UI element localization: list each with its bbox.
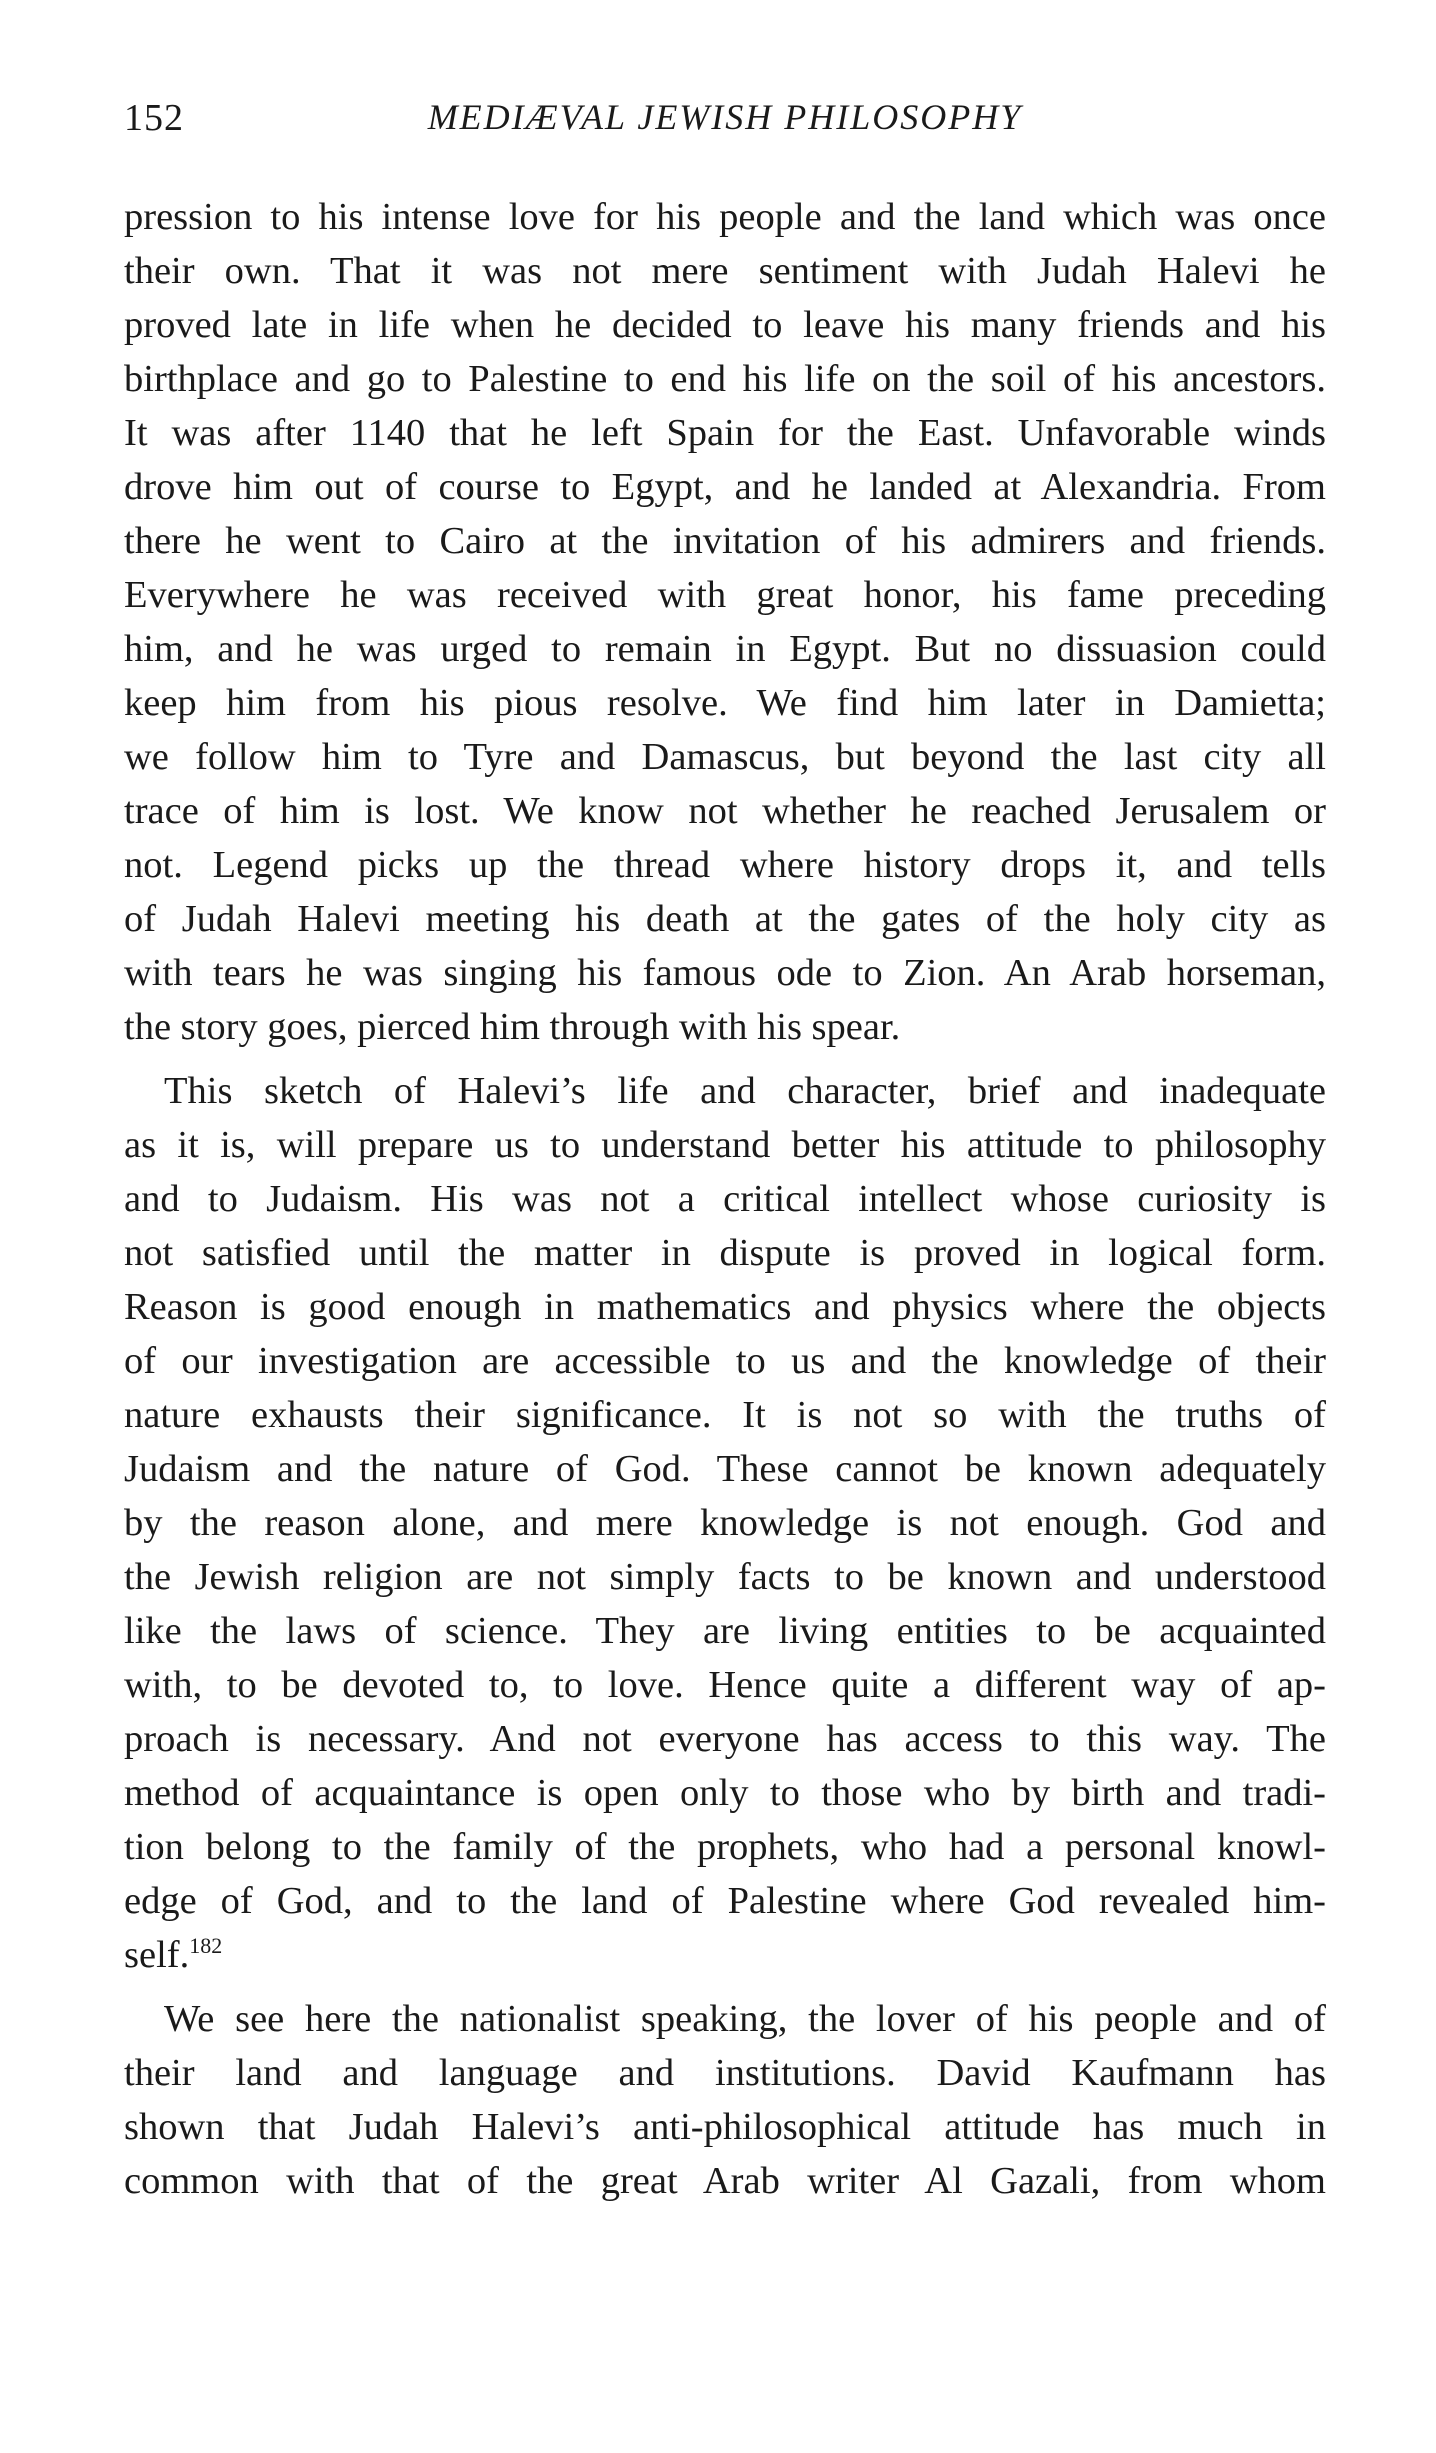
text-line: with, to be devoted to, to love. Hence quite a different way of ap- bbox=[124, 1664, 1326, 1706]
text-line: we follow him to Tyre and Damascus, but beyond the last city all bbox=[124, 736, 1326, 778]
text-line: trace of him is lost. We know not whether he reached Jerusalem or bbox=[124, 790, 1326, 832]
text-line: Reason is good enough in mathematics and physics where the objects bbox=[124, 1286, 1326, 1328]
text-line: not satisfied until the matter in dispute is proved in logical form. bbox=[124, 1232, 1326, 1274]
text-line: their land and language and institutions. David Kaufmann has bbox=[124, 2052, 1326, 2094]
text-line: birthplace and go to Palestine to end his life on the soil of his ancestors. bbox=[124, 358, 1326, 400]
text-line: Judaism and the nature of God. These cannot be known adequately bbox=[124, 1448, 1326, 1490]
text-line: Everywhere he was received with great honor, his fame preceding bbox=[124, 574, 1326, 616]
page-number: 152 bbox=[124, 97, 184, 139]
body-text bbox=[124, 190, 1326, 2208]
text-line: with tears he was singing his famous ode to Zion. An Arab horseman, bbox=[124, 952, 1326, 994]
text-line: pression to his intense love for his people and the land which was once bbox=[124, 196, 1326, 238]
paragraph-2 bbox=[124, 1064, 1326, 1982]
text-line: It was after 1140 that he left Spain for the East. Unfavorable winds bbox=[124, 412, 1326, 454]
text-line-fragment: self. bbox=[124, 1934, 190, 1976]
text-line: like the laws of science. They are living entities to be acquainted bbox=[124, 1610, 1326, 1652]
paragraph-1 bbox=[124, 190, 1326, 1054]
text-line: there he went to Cairo at the invitation of his admirers and friends. bbox=[124, 520, 1326, 562]
text-line: the story goes, pierced him through with his spear. bbox=[124, 1006, 901, 1048]
text-line: drove him out of course to Egypt, and he landed at Alexandria. From bbox=[124, 466, 1326, 508]
footnote-reference: 182 bbox=[189, 1933, 223, 1958]
text-line: and to Judaism. His was not a critical intellect whose curiosity is bbox=[124, 1178, 1326, 1220]
text-line: tion belong to the family of the prophets, who had a personal knowl- bbox=[124, 1826, 1326, 1868]
text-line: We see here the nationalist speaking, the lover of his people and of bbox=[164, 1998, 1326, 2040]
text-line: common with that of the great Arab writer Al Gazali, from whom bbox=[124, 2160, 1326, 2202]
text-line: of our investigation are accessible to us and the knowledge of their bbox=[124, 1340, 1326, 1382]
text-line: nature exhausts their significance. It is not so with the truths of bbox=[124, 1394, 1326, 1436]
text-line: proach is necessary. And not everyone has access to this way. The bbox=[124, 1718, 1326, 1760]
paragraph-3 bbox=[124, 1992, 1326, 2208]
text-line: edge of God, and to the land of Palestine where God revealed him- bbox=[124, 1880, 1326, 1922]
text-line: shown that Judah Halevi’s anti-philosophical attitude has much in bbox=[124, 2106, 1326, 2148]
text-line: keep him from his pious resolve. We find him later in Damietta; bbox=[124, 682, 1326, 724]
text-line: not. Legend picks up the thread where history drops it, and tells bbox=[124, 844, 1326, 886]
text-line: method of acquaintance is open only to those who by birth and tradi- bbox=[124, 1772, 1326, 1814]
text-line: their own. That it was not mere sentiment with Judah Halevi he bbox=[124, 250, 1326, 292]
text-line: by the reason alone, and mere knowledge is not enough. God and bbox=[124, 1502, 1326, 1544]
text-line-with-footnote bbox=[124, 1928, 1326, 1982]
text-line: of Judah Halevi meeting his death at the gates of the holy city as bbox=[124, 898, 1326, 940]
page-header-title: MEDIÆVAL JEWISH PHILOSOPHY bbox=[427, 97, 1023, 137]
text-line: proved late in life when he decided to leave his many friends and his bbox=[124, 304, 1326, 346]
running-head bbox=[124, 96, 1326, 146]
text-line: This sketch of Halevi’s life and character, brief and inadequate bbox=[164, 1070, 1326, 1112]
text-line: him, and he was urged to remain in Egypt. But no dissuasion could bbox=[124, 628, 1326, 670]
text-line: the Jewish religion are not simply facts to be known and understood bbox=[124, 1556, 1326, 1598]
text-line: as it is, will prepare us to understand better his attitude to philosophy bbox=[124, 1124, 1326, 1166]
